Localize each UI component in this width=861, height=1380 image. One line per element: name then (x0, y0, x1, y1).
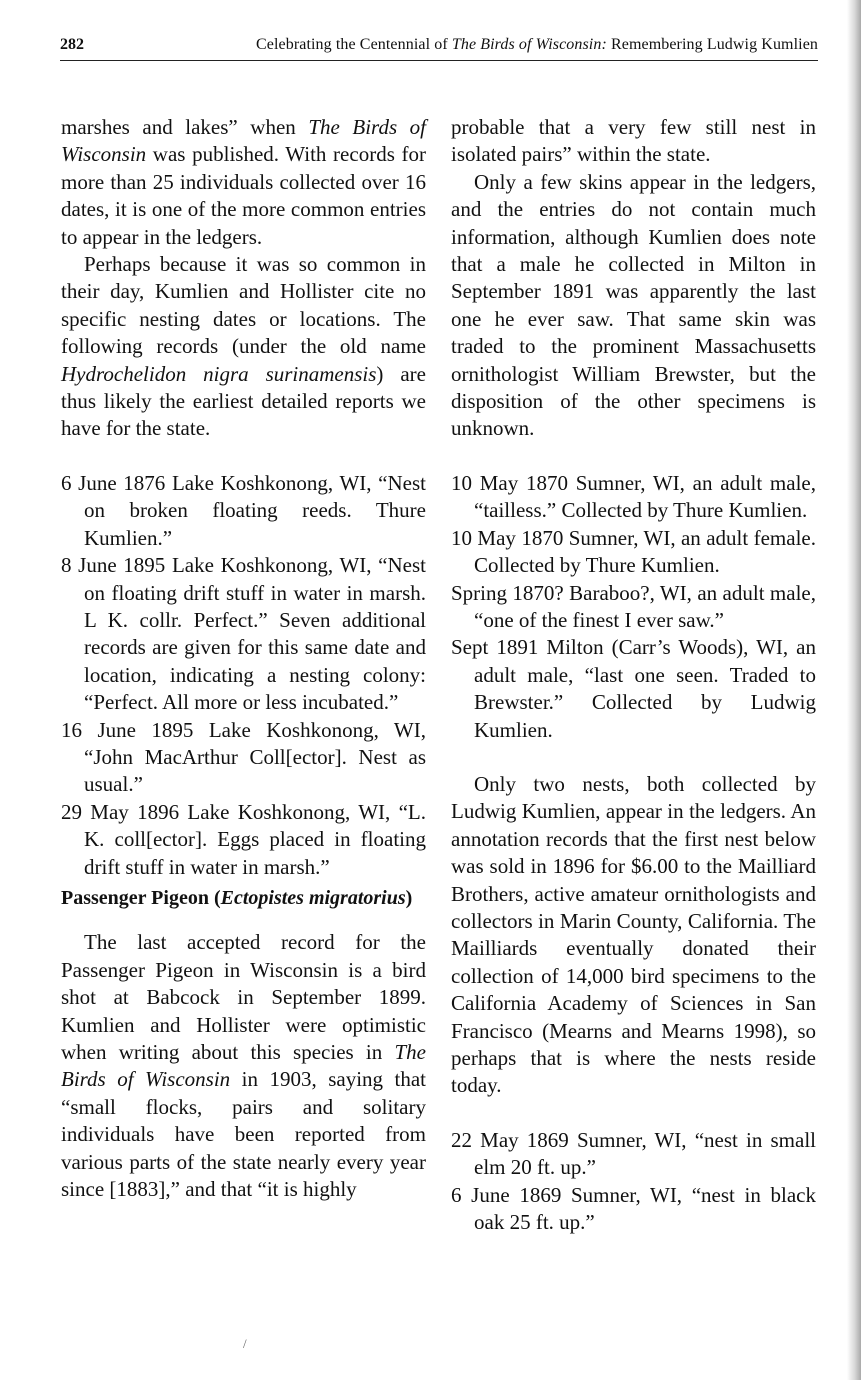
record-entry: 22 May 1869 Sumner, WI, “nest in small elm 20 ft. up.” (451, 1127, 816, 1180)
running-head-post: Remembering Ludwig Kumlien (606, 36, 818, 53)
running-header (60, 36, 818, 61)
paragraph: Only a few skins appear in the ledgers, and the entries do not contain much information, although Kumlien does note that a male he collected in Milton in September 1891 was apparently the last one he ever saw. That same skin was traded to the prominent Massachusetts ornithologist William Brewster, but the disposition of the other specimens is unknown. (451, 169, 816, 441)
paragraph (61, 114, 426, 251)
text-run: was published. With records for more than 25 individuals collected over 16 dates, it is one of the more common entries to appear in the ledgers. (61, 142, 426, 249)
book-title: The Birds of Wisconsin (61, 115, 427, 167)
text-run: in 1903, saying that “small flocks, pairs and solitary individuals have been reported from various parts of the state nearly every year since [1883],” and that “it is highly (61, 1067, 426, 1202)
text-run: The last accepted record for the Passenger Pigeon in Wisconsin is a bird shot at Babcock in September 1899. Kumlien and Hollister were optimistic when writing about this species in (61, 930, 426, 1064)
species-name: Hydrochelidon nigra surinamensis (61, 361, 377, 386)
heading-species: Ectopistes migratorius (220, 886, 406, 909)
record-entry: 16 June 1895 Lake Koshkonong, WI, “John MacArthur Coll[ector]. Nest as usual.” (61, 717, 426, 797)
text-run: ) are thus likely the earliest detailed reports we have for the state. (61, 361, 426, 441)
text-run: marshes and lakes” when (61, 115, 309, 139)
left-column (61, 114, 426, 1203)
text-run: Perhaps because it was so common in their day, Kumlien and Hollister cite no specific nesting dates or locations. The following records (under the old name (61, 252, 426, 359)
running-head-pre: Celebrating the Centennial of (256, 36, 452, 53)
paragraph (61, 929, 426, 1203)
book-title: The Birds of Wisconsin (61, 1040, 426, 1092)
paragraph (61, 251, 426, 443)
heading-text: ) (405, 886, 413, 909)
record-entry: Spring 1870? Baraboo?, WI, an adult male, “one of the finest I ever saw.” (451, 580, 816, 632)
paragraph: Only two nests, both collected by Ludwig Kumlien, appear in the ledgers. An annotation records that the first nest below was sold in 1896 for $6.00 to the Mailliard Brothers, active amateur ornithologists and collectors in Marin County, California. The Mailliards eventually donated their collection of 14,000 bird specimens to the California Academy of Sciences in San Francisco (Mearns and Mearns 1998), so perhaps that is where the nests reside today. (451, 771, 816, 1098)
record-entry: 10 May 1870 Sumner, WI, an adult female. Collected by Thure Kumlien. (451, 525, 816, 578)
page-number: 282 (60, 36, 84, 53)
record-entry: 6 June 1869 Sumner, WI, “nest in black oak 25 ft. up.” (451, 1182, 816, 1235)
record-entry: 6 June 1876 Lake Koshkonong, WI, “Nest on broken floating reeds. Thure Kumlien.” (61, 470, 426, 550)
scan-speck: / (243, 1336, 247, 1351)
running-head-book-title: The Birds of Wisconsin: (451, 36, 607, 53)
section-heading (61, 885, 426, 912)
page-edge-shadow (847, 0, 861, 1380)
record-entry: 29 May 1896 Lake Koshkonong, WI, “L. K. coll[ector]. Eggs placed in floating drift stuff in water in marsh.” (61, 799, 426, 879)
heading-text: Passenger Pigeon ( (61, 886, 221, 909)
record-entry: 8 June 1895 Lake Koshkonong, WI, “Nest on floating drift stuff in water in marsh. L K. collr. Perfect.” Seven additional records are given for this same date and location, indicating a nesting colony: “Perfect. All more or less incubated.” (61, 553, 426, 715)
record-entry: 10 May 1870 Sumner, WI, an adult male, “tailless.” Collected by Thure Kumlien. (451, 470, 816, 523)
record-entry: Sept 1891 Milton (Carr’s Woods), WI, an adult male, “last one seen. Traded to Brewster.” Collected by Ludwig Kumlien. (451, 635, 816, 742)
right-column (451, 114, 816, 1236)
running-head (256, 36, 818, 54)
paragraph: probable that a very few still nest in isolated pairs” within the state. (451, 115, 816, 167)
